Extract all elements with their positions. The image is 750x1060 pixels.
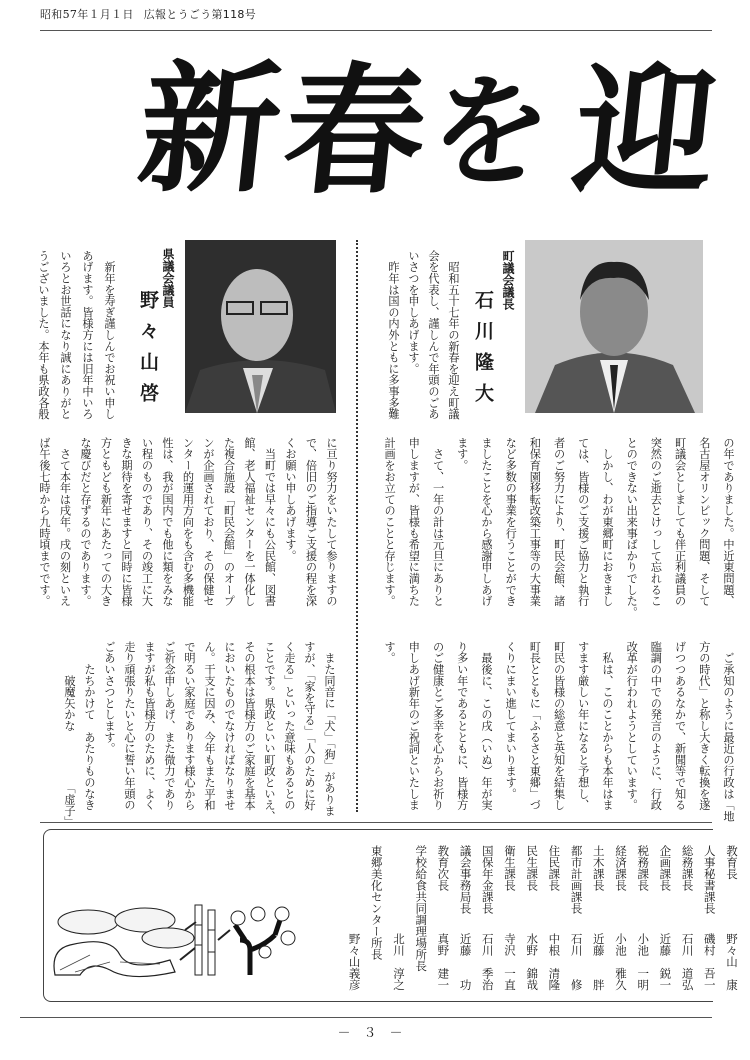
text-column: 改革が行われようとしています。	[625, 641, 639, 811]
staff-name: 石川 季治	[480, 933, 495, 991]
text-column: いろとお世話になり誠にありがと	[59, 250, 72, 420]
text-column: 町民の皆様の総意と英知を結集し	[552, 641, 566, 811]
nonoyama-intro-text	[32, 250, 120, 420]
text-column: ご承知のように最近の行政は「地	[722, 641, 735, 822]
text-column: 町議会としましても伴正利議員の	[673, 437, 687, 607]
text-column: す。	[383, 641, 397, 664]
text-column: うございました。本年も県政各般	[37, 250, 50, 420]
text-column: ンター的運用方向をも含む多機能	[181, 437, 195, 607]
staff-name: 近藤 鋭一	[658, 933, 673, 991]
staff-entry	[609, 845, 629, 995]
staff-entry	[698, 845, 718, 995]
text-column: げつつあるなかで、新聞等で知る	[673, 641, 687, 811]
staff-title: 学校給食共同調理場所長	[414, 845, 429, 972]
issue-date: 昭和57年１月１日	[40, 8, 134, 21]
text-column: 走り頑張りたいと心に誓い年頭の	[123, 641, 136, 811]
text-column: 私は、このことからも本年はま	[600, 641, 614, 811]
text-column: 方ともども新年にあたっての大き	[99, 437, 113, 607]
text-column: な慶びだと存ずるのであります。	[79, 437, 92, 607]
text-column: ます。	[455, 437, 469, 471]
staff-title: 教育長	[725, 845, 739, 880]
staff-entry	[476, 845, 496, 995]
footer-rule	[20, 1017, 712, 1018]
text-column: の年でありました。中近東問題、	[722, 437, 735, 607]
text-column: 昭和五十七年の新春を迎え町議	[447, 250, 460, 420]
text-column: ことです。県政といい町政といえ、	[263, 641, 276, 822]
text-column: 申しますが、皆様も希望に満ちた	[407, 437, 421, 607]
staff-name: 寺沢 一直	[503, 933, 517, 991]
staff-title: 経済課長	[614, 845, 628, 891]
text-column: 臨調の中での発言のように、行政	[649, 641, 663, 811]
text-column: 昨年は国の内外ともに多事多難	[387, 250, 400, 420]
staff-name: 石川 修	[569, 933, 584, 991]
portrait-icon	[185, 240, 336, 413]
nonoyama-name: 野々山啓	[137, 290, 159, 414]
text-column: 会を代表し、謹しんで年頭のごあ	[427, 250, 440, 420]
text-column: い程のものであり、その竣工に大	[140, 437, 154, 607]
nonoyama-portrait-photo	[185, 240, 336, 413]
text-column: ば午後七時から九時頃までです。	[38, 437, 51, 607]
pine-icon	[54, 908, 194, 977]
section-rule	[40, 822, 712, 823]
staff-entry	[565, 845, 585, 995]
text-column: た複合施設「町民会館」のオープ	[222, 437, 236, 607]
text-column: ては、皆様のご支援ご協力と執行	[576, 437, 590, 607]
staff-title: 総務課長	[680, 845, 695, 891]
staff-name: 石川 道弘	[680, 933, 695, 991]
text-column: など多数の事業を行うことができ	[504, 437, 518, 607]
staff-entry	[498, 845, 518, 995]
text-column: 申しあげ新年のご祝詞といたしま	[407, 641, 421, 811]
staff-title: 人事秘書課長	[702, 845, 717, 914]
ishikawa-portrait-photo	[525, 240, 703, 413]
text-column: 最後に、この戌（いぬ）年が実	[479, 641, 493, 811]
staff-title: 教育次長	[436, 845, 451, 891]
text-column: り多い年であるとともに、皆様方	[455, 641, 469, 811]
text-column: しかし、わが東郷町におきまし	[600, 437, 614, 607]
staff-entry	[676, 845, 696, 995]
text-column: さて本年は戌年。戌の刻といえ	[58, 437, 72, 607]
staff-title: 議会事務局長	[458, 845, 473, 914]
staff-title: 税務課長	[636, 845, 651, 891]
headline-char: を	[422, 61, 558, 202]
text-column: においたものでなければなりませ	[223, 641, 236, 811]
ishikawa-body-lower	[376, 641, 740, 822]
text-column: すます厳しい年になると予想し、	[576, 641, 590, 811]
plum-icon	[231, 907, 295, 975]
text-column: 館、老人福祉センターを一体化し	[243, 437, 256, 607]
staff-name: 野々山義彦	[347, 933, 362, 991]
text-column: で、倍旧のご指導ご支援の程を深	[304, 437, 318, 607]
text-column: あげます。皆様方には旧年中いろ	[81, 250, 94, 420]
text-column: 和保育園移転改築工事等の大事業	[528, 437, 542, 607]
text-column: 計画をお立てのことと存じます。	[383, 437, 397, 607]
staff-title: 東郷美化センター所長	[369, 845, 384, 960]
staff-entry	[409, 845, 429, 995]
staff-title: 都市計画課長	[569, 845, 584, 914]
nonoyama-body-lower	[39, 641, 339, 828]
staff-entry	[520, 845, 540, 995]
text-column: いさつを申しあげます。	[407, 250, 420, 375]
headline-char: 春	[276, 50, 434, 214]
staff-name: 真野 建一	[436, 933, 451, 991]
staff-name: 近藤 胖	[591, 933, 606, 991]
column-divider	[356, 240, 358, 812]
text-column: くお願い申しあげます。	[284, 437, 297, 562]
staff-name: 水野 錦哉	[525, 933, 540, 991]
ishikawa-body-upper	[376, 437, 740, 618]
page-number: － ３ －	[337, 1026, 403, 1041]
text-column: くりにまい進してまいります。	[504, 641, 518, 800]
staff-entry	[631, 845, 651, 995]
staff-entry	[587, 845, 607, 995]
ishikawa-role: 町議会議長	[501, 250, 515, 310]
ishikawa-name: 石川隆大	[472, 290, 494, 414]
text-column: とのできない出来事ばかりでした。	[625, 437, 639, 618]
staff-name: 中根 清隆	[547, 933, 562, 991]
staff-entry	[365, 845, 385, 995]
text-column: ん。干支に因み、今年もまた平和	[203, 641, 216, 811]
staff-entry	[454, 845, 474, 995]
text-column: ましたことを心から感謝申しあげ	[479, 437, 493, 607]
headline-char: 迎	[566, 50, 724, 214]
page-header	[40, 6, 256, 22]
text-column: く走る」といった意味もあるとの	[283, 641, 296, 811]
staff-title: 企画課長	[658, 845, 673, 891]
publication-name: 広報とうごう第118号	[143, 8, 256, 21]
text-column: 破魔矢かな 「虚子」	[63, 641, 76, 828]
text-column: たちかけて あたりものなき	[83, 641, 96, 811]
staff-entry	[653, 845, 673, 995]
text-column: で明るい家庭であります様心から	[183, 641, 196, 811]
ishikawa-intro-text	[383, 250, 463, 420]
text-column: 方の時代」と称し大きく転換を遂	[697, 641, 711, 811]
text-column: 名古屋オリンピック問題、そして	[697, 437, 711, 607]
staff-title: 衛生課長	[503, 845, 517, 891]
staff-entry	[343, 845, 363, 995]
staff-title: 土木課長	[591, 845, 606, 891]
staff-title: 国保年金課長	[480, 845, 495, 914]
staff-title: 民生課長	[525, 845, 540, 891]
staff-entry	[387, 845, 407, 995]
staff-name: 近藤 功	[458, 933, 473, 991]
text-column: ますが私も皆様方のために、よく	[143, 641, 156, 811]
text-column: きな期待を寄せますと同時に皆様	[120, 437, 133, 607]
text-column: すが、「家を守る」「人のために好	[303, 641, 316, 811]
text-column: 町長とともに「ふるさと東郷」づ	[528, 641, 542, 811]
text-column: 当町では早々にも公民館、図書	[263, 437, 277, 607]
staff-entry	[542, 845, 562, 995]
headline-char: 新	[131, 48, 289, 212]
staff-name: 小池 雅久	[614, 933, 628, 991]
staff-entry	[720, 845, 740, 995]
nonoyama-body-upper	[33, 437, 341, 612]
text-column: その根本は皆様方のご家庭を基本	[243, 641, 256, 811]
portrait-icon	[525, 240, 703, 413]
text-column: また同音に「犬」「狗」がありま	[323, 641, 336, 817]
staff-name: 小池 一明	[636, 933, 651, 991]
text-column: ンが企画されており、その保健セ	[202, 437, 215, 607]
staff-entry	[431, 845, 451, 995]
staff-title: 住民課長	[547, 845, 562, 891]
nonoyama-role: 県議会議員	[161, 248, 175, 308]
text-column: 新年を寿ぎ謹しんでお祝い申し	[103, 250, 116, 420]
text-column: 者のご努力により、町民会館、諸	[552, 437, 566, 607]
text-column: 性は、我が国内でも他に類をみな	[161, 437, 174, 607]
text-column: さて、一年の計は元旦にありと	[431, 437, 445, 607]
text-column: ごあいさつとします。	[103, 641, 116, 754]
text-column: に亘り努力をいたして参りますの	[325, 437, 338, 607]
pine-bamboo-plum-illustration	[50, 900, 300, 980]
staff-name: 北川 淳之	[392, 933, 406, 991]
text-column: ご祈念申しあげ、また微力であり	[163, 641, 176, 811]
staff-name: 野々山 康	[725, 933, 739, 991]
header-rule	[40, 30, 712, 31]
text-column: 突然のご逝去とけっして忘れるこ	[649, 437, 663, 607]
staff-name: 磯村 吾一	[702, 933, 717, 991]
text-column: のご健康とご多幸を心からお祈り	[431, 641, 445, 811]
